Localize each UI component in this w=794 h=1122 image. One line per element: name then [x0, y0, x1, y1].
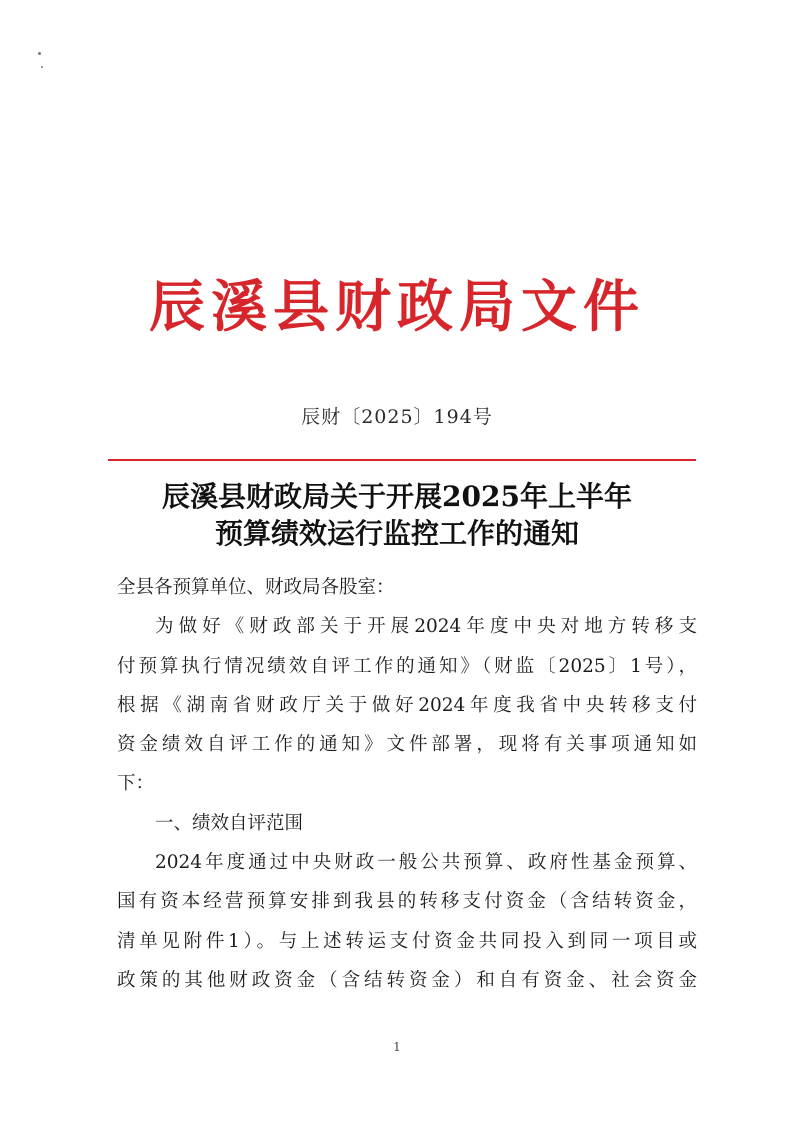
notice-title [0, 478, 794, 552]
body-line: 政策的其他财政资金（含结转资金）和自有资金、社会资金 [117, 969, 697, 991]
addressee-line: 全县各预算单位、财政局各股室： [117, 577, 395, 598]
body-line: 付预算执行情况绩效自评工作的通知》（财监〔2025〕1号）， [117, 655, 697, 677]
body-line: 国有资本经营预算安排到我县的转移支付资金（含结转资金， [117, 891, 697, 913]
masthead-title: 辰溪县财政局文件 [149, 274, 645, 340]
body-line: 为做好《财政部关于开展2024年度中央对地方转移支 [155, 616, 697, 638]
body-line: 根据《湖南省财政厅关于做好2024年度我省中央转移支付 [117, 694, 697, 716]
body-line: 清单见附件1）。与上述转运支付资金共同投入到同一项目或 [117, 930, 697, 952]
section-heading: 一、绩效自评范围 [155, 812, 304, 834]
document-number: 辰财〔2025〕194号 [301, 406, 493, 428]
notice-body [117, 568, 697, 1000]
scan-speck [41, 66, 43, 68]
notice-title-line-2: 预算绩效运行监控工作的通知 [214, 517, 579, 550]
body-line: 资金绩效自评工作的通知》文件部署，现将有关事项通知如 [117, 734, 697, 756]
body-line: 2024年度通过中央财政一般公共预算、政府性基金预算、 [155, 852, 697, 874]
scan-speck [38, 52, 41, 55]
red-divider-line [108, 459, 696, 461]
body-line: 下： [117, 773, 155, 795]
page-number: 1 [393, 1040, 401, 1054]
notice-title-line-1: 辰溪县财政局关于开展2025年上半年 [162, 480, 632, 513]
